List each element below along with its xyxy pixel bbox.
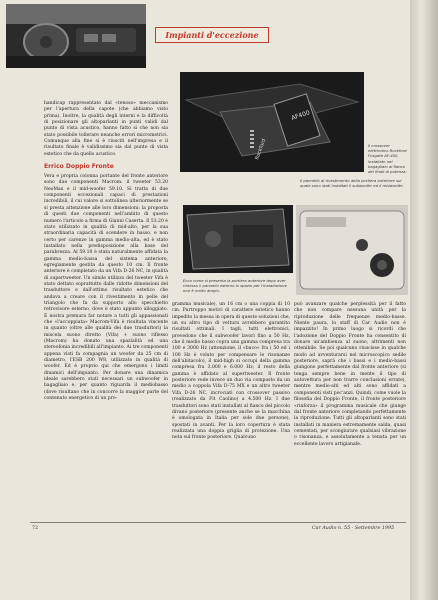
amp-photo-caption: Il crossover elettronico Rockford Fosgate AF-400, installato nel bagagliaio al fianco dei finali di potenza. (368, 143, 407, 175)
door-closed-caption: Ecco come si presenta la portiera anteriore dopo aver rimesso il pannello esterno lo spazio per l'installazione non è molto ampio. (183, 278, 287, 294)
door-panel-photo (296, 205, 408, 295)
magazine-issue: Car Audio n. 55 - Settembre 1995 (312, 526, 395, 531)
page-number: 72 (32, 526, 39, 531)
svg-text:Rockford: Rockford (254, 138, 268, 161)
intro-paragraph: handicap rappresentato dal «tenoso» meccanismo per l'apertura della capote (che abbiamo visto prima). Inoltre, la qualità degli interni e la difficoltà di posizionare gli altoparlanti in punti validi dal punto di vista acustico, hanno fatto sì che non sia stato possibile tollerare neanche errori micrometrici. Comunque alla fine si è riusciti nell'impresa e il risultato finale è validissimo sia dal punto di vista estetico che da quello acustico. (44, 101, 168, 157)
door-photo-caption: Il pannello di rivestimento della portiera anteriore sul quale sono stati installati il subwoofer ed il midwoofer. (300, 178, 404, 189)
binding-spine (410, 0, 438, 600)
right-paragraph: può avanzare qualche perplessità per il fatto che non compare nessuna unità per la riproduzione delle frequenze medio-basse. Niente paura, lo staff di Car Audio non è impazzito! In primo luogo si ricordi che l'adozione del Doppio Fronte ha consentito di donare un'ambienza al suono, altrimenti non ottenibile. Se poi qualcuno riuscisse in qualche modo ad avventurarsi nel microscopico sedile posteriore, saprà che i bassi e i medio-bassi giungono perfettamente dal fronte anteriore (si tenga sempre bene in mente il tipo di autovettura per non trarre conclusioni errate), mentre medio-alti ed alti sono affidati a componenti visti poc'anzi. Quindi, come vuole la filosofia del Doppio Fronte, il fronte posteriore «rinforza» il programma musicale che giunge dal fronte anteriore completando perfettamente la riproduzione. Tutti gli altoparlanti sono stati installati in maniera estremamente salda, quasi cementati, per scongiurare qualsiasi vibrazione o risonanza, e assolutamente a tenuta per un eccellente lavoro artigianale. (294, 302, 406, 447)
amplifier-photo (180, 72, 364, 172)
section-heading: Errico Doppio Fronte (44, 163, 114, 171)
car-interior-photo (6, 4, 146, 68)
footer-rule (30, 522, 406, 523)
body-paragraph: Vera e propria colonna portante del fronte anteriore sono due componenti Macrom: il tweeter 53.20 NeoMax e il mid-woofer 59.10. Si tratta di due componenti eccezionali capaci di prestazioni incredibili, il cui valore si sottolinea ulteriormente se si presta attenzione alle loro dimensioni: la proposta di questi due componenti nell'ambito di questo numero l'articolo a firma di Gianni Caserta. Il 53.20 è stato utilizzato in qualità di mid-alto, per la sua straordinaria capacità di scendere in basso, e non certo per carenze in gamma medio-alta, ed è stato installato nella predisposizione alla base del parabrezza. Al 59.10 è stata naturalmente affidata la gamma medio-bassa del sistema anteriore, egregiamente gestita da questo 10 cm. Il fronte anteriore è completato da un Vifa D-26 NC, in qualità di supertweeter. Un simile utilizzo del tweeter Vifa è stato dettato soprattutto dalle ridotte dimensioni del trasduttore e dall'ottimo risultato estetico che andava a creare con il rivestimento in pelle del triangolo che fa da supporto allo specchietto retrovisore esterno, dove è stato appunto alloggiato. È nostra premura far notare a tutti gli appassionati che «l'accoppiata» Macrom-Vifa è risultata vincente in quanto (oltre alle qualità dei due trasduttori) la miscela suono diretto (Vifa) + suono riflesso (Macrom) ha donato una spazialità ed una stereofonia incredibili all'impianto. Ai tre componenti appena visti fa compagnia un woofer da 25 cm di diametro, l'ESB 200 W8, utilizzato in qualità di woofer. Ed è proprio qui che emergono i limiti dinamici dell'impianto. Per donare una dinamica ideale sarebbero stati necessari un subwoofer in bagagliaio e, per quanto riguarda il mediobasso (dove risultano che in concorre la maggior parte del contenuto energetico di un pro- (44, 174, 168, 402)
column-left (44, 101, 168, 402)
section-title: Impianti d'eccezione (155, 27, 269, 43)
middle-paragraph: gramma musicale), un 16 cm o una coppia di 10 cm. Purtroppo motivi di carattere estetico hanno impedito la messa in opera di queste soluzioni che, un su altro tipo di vettura avrebbero garantito risultati ottimali. I tagli, tutti elettronici, prevedono che il subwoofer lavori fino a 50 Hz, che il medio basso copra una gamma compresa tra 100 e 3000 Hz (attenzione, il «buco» fra i 50 ed i 100 Hz è voluto per compensare le risonanze dell'abitacolo), il mid-high si occupi della gamma compresa fra 3.000 e 6.000 Hz; il resto della gamma è affidato al supertweeter. Il fronte posteriore vede invece un duo via composto da un medio a coppola Vifa D-75 MX e un altro tweeter Vifa D-26 NC, incrociati con crossover passivo (realizzato da Fit Caolino) a 4.500 Hz. I due trasduttori sono stati installati al fianco del piccolo divano posteriore (presente anche se la macchina è omologata in Italia per sole due persone), spostati in avanti. Per la loro copertura è stata realizzata una doppia griglia di protezione. Una nota sul fronte posteriore. Qualcuno (172, 302, 290, 441)
svg-text:AF400: AF400 (290, 109, 311, 122)
door-closed-photo (183, 205, 293, 273)
column-middle (172, 302, 290, 442)
column-right (294, 302, 406, 448)
